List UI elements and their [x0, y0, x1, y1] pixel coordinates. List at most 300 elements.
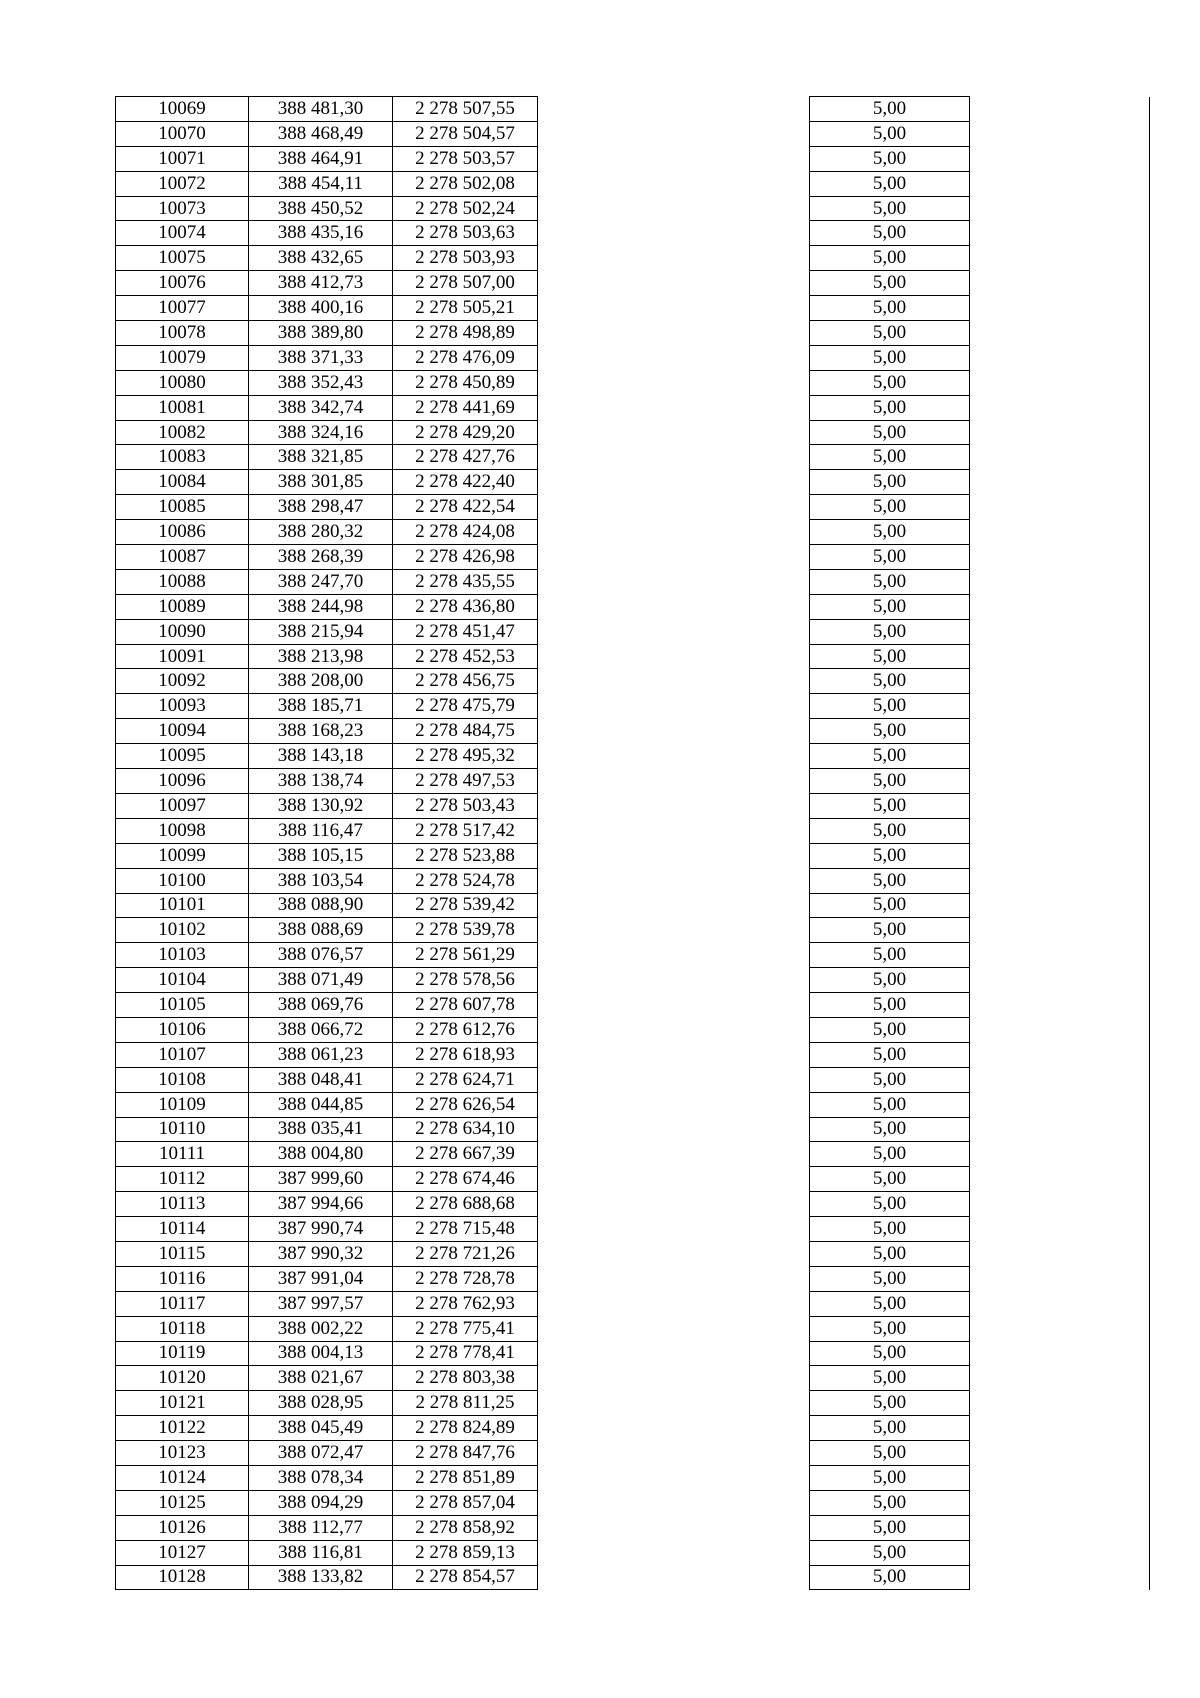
coordinates-table	[115, 96, 1150, 1590]
empty-cell	[538, 818, 810, 843]
empty-cell	[538, 1092, 810, 1117]
value-cell: 5,00	[810, 1241, 970, 1266]
x-coordinate-cell: 388 066,72	[249, 1017, 393, 1042]
y-coordinate-cell: 2 278 539,42	[393, 893, 538, 918]
x-coordinate-cell: 388 088,69	[249, 918, 393, 943]
empty-cell	[538, 1217, 810, 1242]
y-coordinate-cell: 2 278 507,00	[393, 271, 538, 296]
empty-cell	[970, 1366, 1150, 1391]
value-cell: 5,00	[810, 893, 970, 918]
table-row	[116, 121, 1150, 146]
y-coordinate-cell: 2 278 688,68	[393, 1192, 538, 1217]
y-coordinate-cell: 2 278 507,55	[393, 97, 538, 122]
x-coordinate-cell: 388 352,43	[249, 370, 393, 395]
empty-cell	[970, 569, 1150, 594]
empty-cell	[970, 345, 1150, 370]
table-row	[116, 1042, 1150, 1067]
value-cell: 5,00	[810, 1217, 970, 1242]
empty-cell	[970, 1441, 1150, 1466]
empty-cell	[970, 146, 1150, 171]
y-coordinate-cell: 2 278 475,79	[393, 694, 538, 719]
empty-cell	[970, 1142, 1150, 1167]
value-cell: 5,00	[810, 868, 970, 893]
value-cell: 5,00	[810, 1416, 970, 1441]
empty-cell	[970, 1241, 1150, 1266]
x-coordinate-cell: 388 268,39	[249, 545, 393, 570]
x-coordinate-cell: 388 280,32	[249, 520, 393, 545]
x-coordinate-cell: 388 450,52	[249, 196, 393, 221]
y-coordinate-cell: 2 278 624,71	[393, 1067, 538, 1092]
empty-cell	[970, 1291, 1150, 1316]
empty-cell	[538, 97, 810, 122]
value-cell: 5,00	[810, 121, 970, 146]
empty-cell	[970, 594, 1150, 619]
point-number-cell: 10122	[116, 1416, 249, 1441]
y-coordinate-cell: 2 278 612,76	[393, 1017, 538, 1042]
empty-cell	[538, 769, 810, 794]
x-coordinate-cell: 388 088,90	[249, 893, 393, 918]
empty-cell	[538, 495, 810, 520]
y-coordinate-cell: 2 278 851,89	[393, 1465, 538, 1490]
y-coordinate-cell: 2 278 476,09	[393, 345, 538, 370]
point-number-cell: 10080	[116, 370, 249, 395]
value-cell: 5,00	[810, 968, 970, 993]
table-row	[116, 1316, 1150, 1341]
empty-cell	[970, 793, 1150, 818]
value-cell: 5,00	[810, 1515, 970, 1540]
y-coordinate-cell: 2 278 503,43	[393, 793, 538, 818]
value-cell: 5,00	[810, 943, 970, 968]
table-row	[116, 1217, 1150, 1242]
x-coordinate-cell: 388 454,11	[249, 171, 393, 196]
point-number-cell: 10110	[116, 1117, 249, 1142]
value-cell: 5,00	[810, 744, 970, 769]
point-number-cell: 10086	[116, 520, 249, 545]
x-coordinate-cell: 388 435,16	[249, 221, 393, 246]
point-number-cell: 10115	[116, 1241, 249, 1266]
y-coordinate-cell: 2 278 634,10	[393, 1117, 538, 1142]
point-number-cell: 10071	[116, 146, 249, 171]
y-coordinate-cell: 2 278 502,24	[393, 196, 538, 221]
point-number-cell: 10124	[116, 1465, 249, 1490]
empty-cell	[970, 321, 1150, 346]
point-number-cell: 10070	[116, 121, 249, 146]
y-coordinate-cell: 2 278 456,75	[393, 669, 538, 694]
y-coordinate-cell: 2 278 607,78	[393, 993, 538, 1018]
y-coordinate-cell: 2 278 435,55	[393, 569, 538, 594]
value-cell: 5,00	[810, 993, 970, 1018]
point-number-cell: 10119	[116, 1341, 249, 1366]
value-cell: 5,00	[810, 495, 970, 520]
empty-cell	[970, 1266, 1150, 1291]
point-number-cell: 10118	[116, 1316, 249, 1341]
point-number-cell: 10097	[116, 793, 249, 818]
empty-cell	[538, 370, 810, 395]
empty-cell	[970, 1117, 1150, 1142]
empty-cell	[538, 843, 810, 868]
x-coordinate-cell: 388 213,98	[249, 644, 393, 669]
empty-cell	[538, 1316, 810, 1341]
x-coordinate-cell: 388 061,23	[249, 1042, 393, 1067]
value-cell: 5,00	[810, 1316, 970, 1341]
x-coordinate-cell: 388 130,92	[249, 793, 393, 818]
point-number-cell: 10101	[116, 893, 249, 918]
point-number-cell: 10083	[116, 445, 249, 470]
y-coordinate-cell: 2 278 426,98	[393, 545, 538, 570]
point-number-cell: 10116	[116, 1266, 249, 1291]
value-cell: 5,00	[810, 520, 970, 545]
point-number-cell: 10084	[116, 470, 249, 495]
point-number-cell: 10094	[116, 719, 249, 744]
point-number-cell: 10123	[116, 1441, 249, 1466]
empty-cell	[538, 644, 810, 669]
empty-cell	[538, 744, 810, 769]
x-coordinate-cell: 388 215,94	[249, 619, 393, 644]
point-number-cell: 10113	[116, 1192, 249, 1217]
empty-cell	[970, 1515, 1150, 1540]
point-number-cell: 10078	[116, 321, 249, 346]
table-row	[116, 271, 1150, 296]
value-cell: 5,00	[810, 1067, 970, 1092]
empty-cell	[970, 221, 1150, 246]
empty-cell	[970, 1217, 1150, 1242]
point-number-cell: 10087	[116, 545, 249, 570]
x-coordinate-cell: 388 004,13	[249, 1341, 393, 1366]
x-coordinate-cell: 388 035,41	[249, 1117, 393, 1142]
point-number-cell: 10127	[116, 1540, 249, 1565]
x-coordinate-cell: 388 116,81	[249, 1540, 393, 1565]
empty-cell	[538, 345, 810, 370]
point-number-cell: 10099	[116, 843, 249, 868]
point-number-cell: 10121	[116, 1391, 249, 1416]
empty-cell	[970, 1465, 1150, 1490]
value-cell: 5,00	[810, 221, 970, 246]
x-coordinate-cell: 388 464,91	[249, 146, 393, 171]
empty-cell	[538, 445, 810, 470]
y-coordinate-cell: 2 278 503,63	[393, 221, 538, 246]
y-coordinate-cell: 2 278 498,89	[393, 321, 538, 346]
coordinates-table-body	[116, 97, 1150, 1590]
value-cell: 5,00	[810, 1266, 970, 1291]
x-coordinate-cell: 388 342,74	[249, 395, 393, 420]
value-cell: 5,00	[810, 1092, 970, 1117]
empty-cell	[538, 1017, 810, 1042]
empty-cell	[538, 1515, 810, 1540]
y-coordinate-cell: 2 278 803,38	[393, 1366, 538, 1391]
table-row	[116, 644, 1150, 669]
value-cell: 5,00	[810, 644, 970, 669]
value-cell: 5,00	[810, 1341, 970, 1366]
table-row	[116, 495, 1150, 520]
table-row	[116, 1067, 1150, 1092]
x-coordinate-cell: 387 990,74	[249, 1217, 393, 1242]
value-cell: 5,00	[810, 296, 970, 321]
y-coordinate-cell: 2 278 427,76	[393, 445, 538, 470]
empty-cell	[970, 445, 1150, 470]
empty-cell	[538, 619, 810, 644]
value-cell: 5,00	[810, 395, 970, 420]
table-row	[116, 1490, 1150, 1515]
empty-cell	[970, 1416, 1150, 1441]
empty-cell	[970, 271, 1150, 296]
point-number-cell: 10069	[116, 97, 249, 122]
point-number-cell: 10108	[116, 1067, 249, 1092]
empty-cell	[970, 246, 1150, 271]
value-cell: 5,00	[810, 196, 970, 221]
table-row	[116, 719, 1150, 744]
empty-cell	[538, 968, 810, 993]
table-row	[116, 619, 1150, 644]
point-number-cell: 10126	[116, 1515, 249, 1540]
point-number-cell: 10077	[116, 296, 249, 321]
x-coordinate-cell: 388 076,57	[249, 943, 393, 968]
table-row	[116, 420, 1150, 445]
empty-cell	[538, 221, 810, 246]
x-coordinate-cell: 387 999,60	[249, 1167, 393, 1192]
empty-cell	[970, 1391, 1150, 1416]
empty-cell	[538, 395, 810, 420]
table-row	[116, 1366, 1150, 1391]
empty-cell	[970, 1565, 1150, 1590]
y-coordinate-cell: 2 278 626,54	[393, 1092, 538, 1117]
table-row	[116, 1540, 1150, 1565]
point-number-cell: 10100	[116, 868, 249, 893]
x-coordinate-cell: 388 143,18	[249, 744, 393, 769]
value-cell: 5,00	[810, 146, 970, 171]
empty-cell	[538, 121, 810, 146]
table-row	[116, 395, 1150, 420]
value-cell: 5,00	[810, 1017, 970, 1042]
table-row	[116, 993, 1150, 1018]
table-row	[116, 345, 1150, 370]
value-cell: 5,00	[810, 1142, 970, 1167]
value-cell: 5,00	[810, 793, 970, 818]
value-cell: 5,00	[810, 818, 970, 843]
table-row	[116, 744, 1150, 769]
table-row	[116, 1291, 1150, 1316]
table-row	[116, 594, 1150, 619]
table-row	[116, 943, 1150, 968]
point-number-cell: 10109	[116, 1092, 249, 1117]
value-cell: 5,00	[810, 171, 970, 196]
point-number-cell: 10092	[116, 669, 249, 694]
empty-cell	[538, 1366, 810, 1391]
table-row	[116, 669, 1150, 694]
table-row	[116, 97, 1150, 122]
y-coordinate-cell: 2 278 721,26	[393, 1241, 538, 1266]
y-coordinate-cell: 2 278 451,47	[393, 619, 538, 644]
x-coordinate-cell: 388 432,65	[249, 246, 393, 271]
table-row	[116, 1565, 1150, 1590]
table-row	[116, 1092, 1150, 1117]
empty-cell	[970, 420, 1150, 445]
empty-cell	[970, 171, 1150, 196]
empty-cell	[538, 1341, 810, 1366]
value-cell: 5,00	[810, 843, 970, 868]
empty-cell	[538, 420, 810, 445]
y-coordinate-cell: 2 278 811,25	[393, 1391, 538, 1416]
value-cell: 5,00	[810, 545, 970, 570]
point-number-cell: 10085	[116, 495, 249, 520]
y-coordinate-cell: 2 278 762,93	[393, 1291, 538, 1316]
table-row	[116, 1465, 1150, 1490]
point-number-cell: 10082	[116, 420, 249, 445]
point-number-cell: 10089	[116, 594, 249, 619]
empty-cell	[970, 868, 1150, 893]
empty-cell	[970, 1067, 1150, 1092]
value-cell: 5,00	[810, 1465, 970, 1490]
value-cell: 5,00	[810, 470, 970, 495]
point-number-cell: 10128	[116, 1565, 249, 1590]
point-number-cell: 10079	[116, 345, 249, 370]
empty-cell	[538, 1465, 810, 1490]
x-coordinate-cell: 388 168,23	[249, 719, 393, 744]
empty-cell	[970, 370, 1150, 395]
table-row	[116, 545, 1150, 570]
y-coordinate-cell: 2 278 441,69	[393, 395, 538, 420]
empty-cell	[970, 669, 1150, 694]
y-coordinate-cell: 2 278 497,53	[393, 769, 538, 794]
empty-cell	[970, 1490, 1150, 1515]
table-row	[116, 1167, 1150, 1192]
point-number-cell: 10105	[116, 993, 249, 1018]
value-cell: 5,00	[810, 1167, 970, 1192]
empty-cell	[970, 395, 1150, 420]
table-row	[116, 793, 1150, 818]
table-row	[116, 868, 1150, 893]
empty-cell	[970, 1167, 1150, 1192]
y-coordinate-cell: 2 278 539,78	[393, 918, 538, 943]
y-coordinate-cell: 2 278 857,04	[393, 1490, 538, 1515]
point-number-cell: 10072	[116, 171, 249, 196]
table-row	[116, 370, 1150, 395]
value-cell: 5,00	[810, 1391, 970, 1416]
empty-cell	[970, 843, 1150, 868]
empty-cell	[970, 818, 1150, 843]
empty-cell	[538, 893, 810, 918]
table-row	[116, 1515, 1150, 1540]
value-cell: 5,00	[810, 370, 970, 395]
y-coordinate-cell: 2 278 424,08	[393, 520, 538, 545]
empty-cell	[538, 321, 810, 346]
x-coordinate-cell: 388 004,80	[249, 1142, 393, 1167]
y-coordinate-cell: 2 278 778,41	[393, 1341, 538, 1366]
point-number-cell: 10104	[116, 968, 249, 993]
value-cell: 5,00	[810, 420, 970, 445]
y-coordinate-cell: 2 278 578,56	[393, 968, 538, 993]
point-number-cell: 10096	[116, 769, 249, 794]
value-cell: 5,00	[810, 1192, 970, 1217]
y-coordinate-cell: 2 278 824,89	[393, 1416, 538, 1441]
empty-cell	[538, 1416, 810, 1441]
table-row	[116, 246, 1150, 271]
y-coordinate-cell: 2 278 429,20	[393, 420, 538, 445]
table-row	[116, 1117, 1150, 1142]
empty-cell	[538, 793, 810, 818]
table-row	[116, 818, 1150, 843]
x-coordinate-cell: 388 002,22	[249, 1316, 393, 1341]
y-coordinate-cell: 2 278 847,76	[393, 1441, 538, 1466]
empty-cell	[970, 1540, 1150, 1565]
point-number-cell: 10111	[116, 1142, 249, 1167]
value-cell: 5,00	[810, 246, 970, 271]
y-coordinate-cell: 2 278 524,78	[393, 868, 538, 893]
value-cell: 5,00	[810, 594, 970, 619]
empty-cell	[970, 520, 1150, 545]
empty-cell	[538, 196, 810, 221]
y-coordinate-cell: 2 278 505,21	[393, 296, 538, 321]
table-row	[116, 1266, 1150, 1291]
table-row	[116, 843, 1150, 868]
table-row	[116, 1341, 1150, 1366]
value-cell: 5,00	[810, 1490, 970, 1515]
empty-cell	[970, 196, 1150, 221]
y-coordinate-cell: 2 278 854,57	[393, 1565, 538, 1590]
empty-cell	[538, 545, 810, 570]
value-cell: 5,00	[810, 1366, 970, 1391]
x-coordinate-cell: 388 138,74	[249, 769, 393, 794]
x-coordinate-cell: 388 048,41	[249, 1067, 393, 1092]
point-number-cell: 10107	[116, 1042, 249, 1067]
y-coordinate-cell: 2 278 450,89	[393, 370, 538, 395]
y-coordinate-cell: 2 278 715,48	[393, 1217, 538, 1242]
empty-cell	[970, 719, 1150, 744]
empty-cell	[538, 918, 810, 943]
value-cell: 5,00	[810, 321, 970, 346]
empty-cell	[970, 545, 1150, 570]
table-row	[116, 296, 1150, 321]
empty-cell	[538, 1266, 810, 1291]
empty-cell	[538, 1540, 810, 1565]
empty-cell	[970, 1192, 1150, 1217]
x-coordinate-cell: 388 045,49	[249, 1416, 393, 1441]
y-coordinate-cell: 2 278 618,93	[393, 1042, 538, 1067]
x-coordinate-cell: 387 991,04	[249, 1266, 393, 1291]
point-number-cell: 10112	[116, 1167, 249, 1192]
point-number-cell: 10081	[116, 395, 249, 420]
point-number-cell: 10090	[116, 619, 249, 644]
empty-cell	[970, 694, 1150, 719]
empty-cell	[538, 569, 810, 594]
value-cell: 5,00	[810, 1117, 970, 1142]
table-row	[116, 171, 1150, 196]
x-coordinate-cell: 388 301,85	[249, 470, 393, 495]
empty-cell	[538, 1490, 810, 1515]
value-cell: 5,00	[810, 97, 970, 122]
value-cell: 5,00	[810, 694, 970, 719]
y-coordinate-cell: 2 278 775,41	[393, 1316, 538, 1341]
value-cell: 5,00	[810, 1565, 970, 1590]
empty-cell	[538, 1565, 810, 1590]
y-coordinate-cell: 2 278 858,92	[393, 1515, 538, 1540]
x-coordinate-cell: 388 078,34	[249, 1465, 393, 1490]
point-number-cell: 10117	[116, 1291, 249, 1316]
point-number-cell: 10075	[116, 246, 249, 271]
x-coordinate-cell: 388 072,47	[249, 1441, 393, 1466]
x-coordinate-cell: 388 071,49	[249, 968, 393, 993]
x-coordinate-cell: 388 094,29	[249, 1490, 393, 1515]
table-row	[116, 1142, 1150, 1167]
empty-cell	[970, 1017, 1150, 1042]
point-number-cell: 10106	[116, 1017, 249, 1042]
x-coordinate-cell: 387 997,57	[249, 1291, 393, 1316]
y-coordinate-cell: 2 278 859,13	[393, 1540, 538, 1565]
y-coordinate-cell: 2 278 495,32	[393, 744, 538, 769]
point-number-cell: 10102	[116, 918, 249, 943]
table-row	[116, 146, 1150, 171]
empty-cell	[538, 594, 810, 619]
x-coordinate-cell: 388 112,77	[249, 1515, 393, 1540]
